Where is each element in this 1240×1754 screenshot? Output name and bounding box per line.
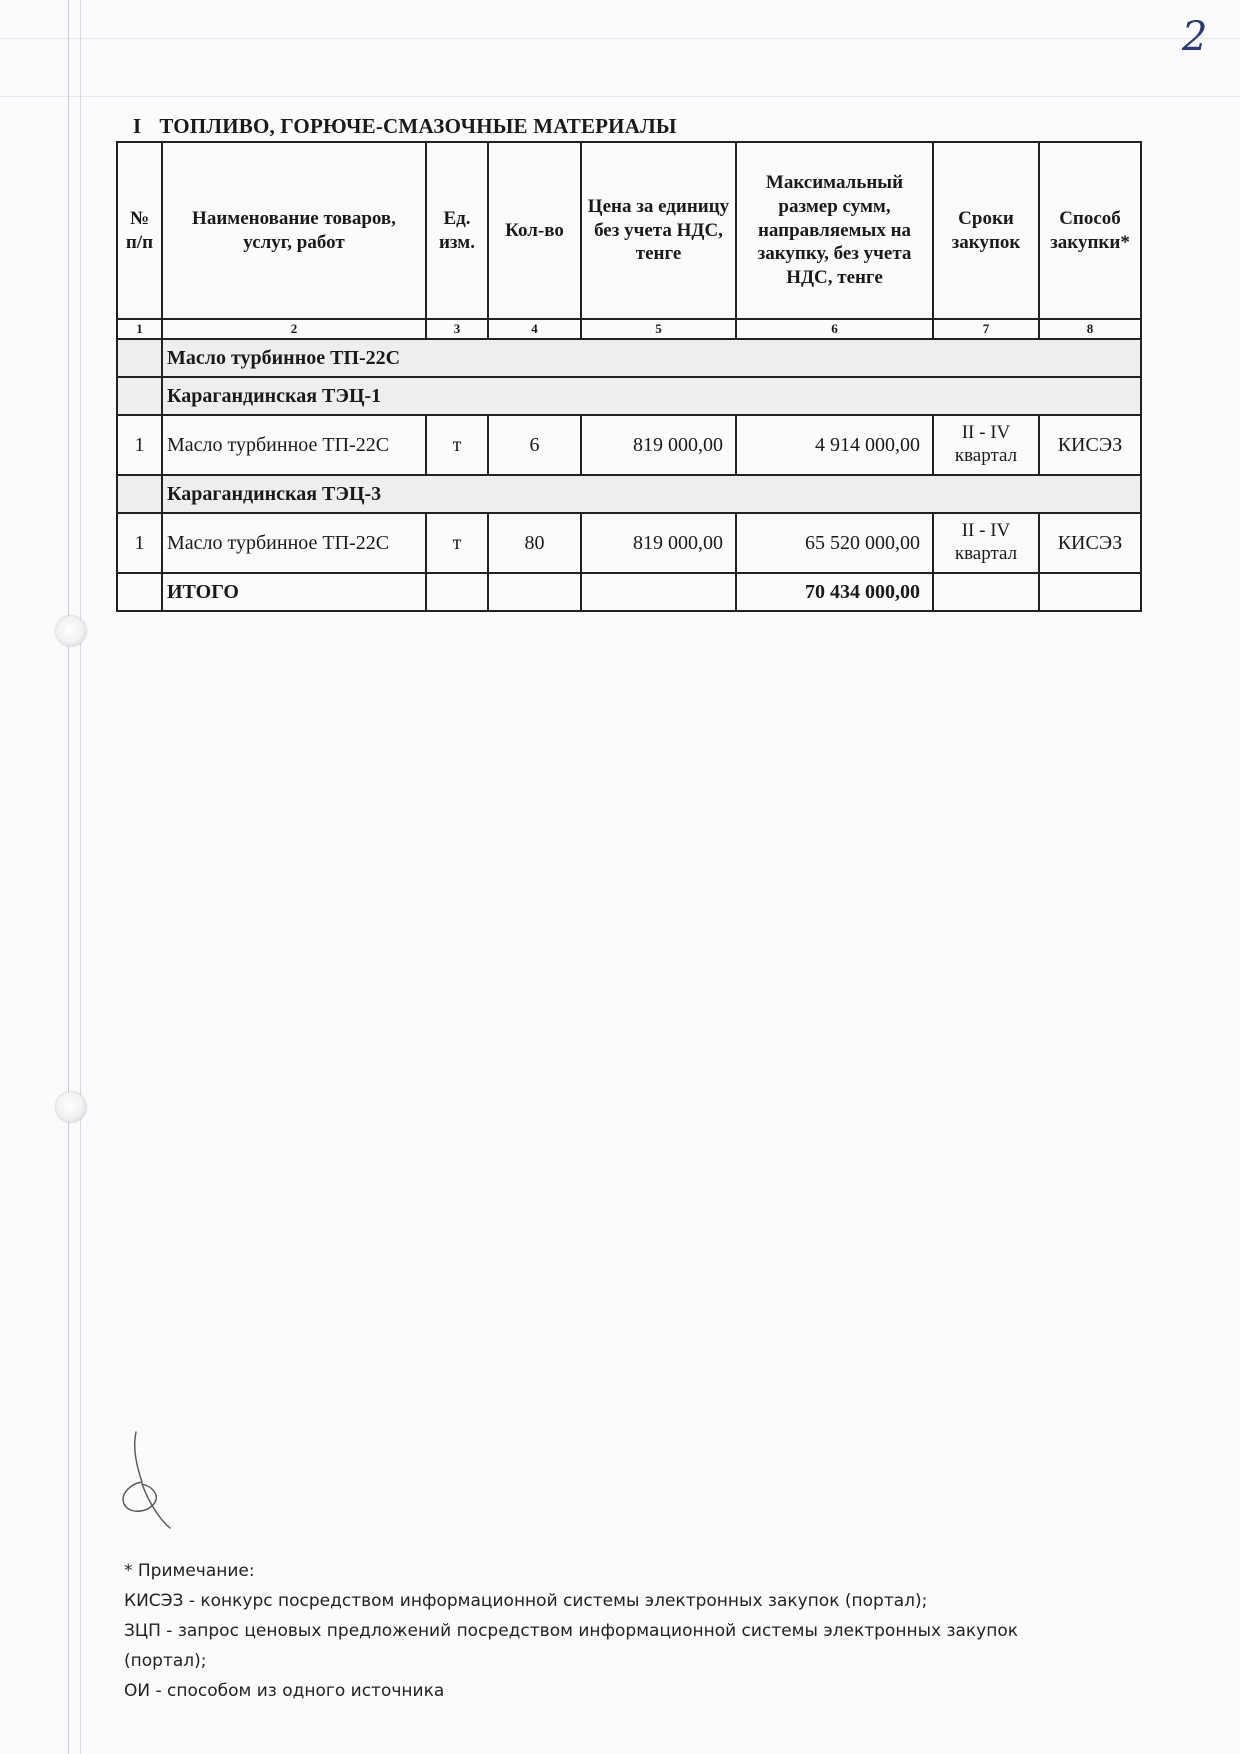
row-number: 1 bbox=[117, 513, 162, 573]
paper-margin-line-secondary bbox=[80, 0, 81, 1754]
punch-hole-top bbox=[56, 616, 86, 646]
group-row-tec1 bbox=[117, 377, 1141, 415]
header-unit: Ед. изм. bbox=[426, 142, 488, 319]
row-number: 1 bbox=[117, 415, 162, 475]
column-number: 1 bbox=[117, 319, 162, 339]
column-number: 6 bbox=[736, 319, 933, 339]
table-header-row bbox=[117, 142, 1141, 319]
group-row-product bbox=[117, 339, 1141, 377]
row-method: КИСЭЗ bbox=[1039, 513, 1141, 573]
row-quantity: 80 bbox=[488, 513, 581, 573]
section-roman-numeral: I bbox=[133, 114, 142, 138]
row-period-unit: квартал bbox=[954, 445, 1018, 466]
total-empty-cell bbox=[117, 573, 162, 611]
column-number: 2 bbox=[162, 319, 426, 339]
note-line: (портал); bbox=[124, 1651, 207, 1671]
header-period: Сроки закупок bbox=[933, 142, 1039, 319]
row-quantity: 6 bbox=[488, 415, 581, 475]
header-max-sum: Максимальный размер сумм, направляемых на закупку, без учета НДС, тенге bbox=[736, 142, 933, 319]
row-period-unit: квартал bbox=[954, 543, 1018, 564]
row-period bbox=[933, 513, 1039, 573]
row-period-range: II - IV bbox=[961, 422, 1011, 444]
handwritten-signature bbox=[112, 1430, 182, 1530]
column-number-row bbox=[117, 319, 1141, 339]
table-row bbox=[117, 513, 1141, 573]
column-number: 7 bbox=[933, 319, 1039, 339]
note-line: ОИ - способом из одного источника bbox=[124, 1681, 445, 1701]
section-title bbox=[133, 114, 677, 139]
header-name: Наименование товаров, услуг, работ bbox=[162, 142, 426, 319]
row-period bbox=[933, 415, 1039, 475]
row-sum: 4 914 000,00 bbox=[736, 415, 933, 475]
handwritten-page-number: 2 bbox=[1182, 14, 1208, 60]
column-number: 5 bbox=[581, 319, 736, 339]
row-sum: 65 520 000,00 bbox=[736, 513, 933, 573]
section-title-text: ТОПЛИВО, ГОРЮЧЕ-СМАЗОЧНЫЕ МАТЕРИАЛЫ bbox=[159, 114, 677, 138]
column-number: 3 bbox=[426, 319, 488, 339]
note-line: ЗЦП - запрос ценовых предложений посредством информационной системы электронных закупок bbox=[124, 1621, 1019, 1641]
total-sum: 70 434 000,00 bbox=[736, 573, 933, 611]
total-empty-cell bbox=[933, 573, 1039, 611]
row-price: 819 000,00 bbox=[581, 415, 736, 475]
group-tec3-label: Карагандинская ТЭЦ-3 bbox=[162, 475, 1141, 513]
group-tec1-label: Карагандинская ТЭЦ-1 bbox=[162, 377, 1141, 415]
column-number: 4 bbox=[488, 319, 581, 339]
group-empty-cell bbox=[117, 377, 162, 415]
total-row bbox=[117, 573, 1141, 611]
row-unit: т bbox=[426, 513, 488, 573]
header-price: Цена за единицу без учета НДС, тенге bbox=[581, 142, 736, 319]
note-heading: * Примечание: bbox=[124, 1561, 255, 1581]
row-unit: т bbox=[426, 415, 488, 475]
row-name: Масло турбинное ТП-22С bbox=[162, 415, 426, 475]
row-method: КИСЭЗ bbox=[1039, 415, 1141, 475]
footnotes bbox=[124, 1556, 1124, 1706]
group-row-tec3 bbox=[117, 475, 1141, 513]
note-line: КИСЭЗ - конкурс посредством информационной системы электронных закупок (портал); bbox=[124, 1591, 928, 1611]
row-price: 819 000,00 bbox=[581, 513, 736, 573]
total-label: ИТОГО bbox=[162, 573, 426, 611]
paper-margin-line bbox=[68, 0, 69, 1754]
table-row bbox=[117, 415, 1141, 475]
row-period-range: II - IV bbox=[961, 520, 1011, 542]
group-empty-cell bbox=[117, 475, 162, 513]
total-empty-cell bbox=[581, 573, 736, 611]
total-empty-cell bbox=[1039, 573, 1141, 611]
header-method: Способ закупки* bbox=[1039, 142, 1141, 319]
header-quantity: Кол-во bbox=[488, 142, 581, 319]
group-product-label: Масло турбинное ТП-22С bbox=[162, 339, 1141, 377]
punch-hole-bottom bbox=[56, 1092, 86, 1122]
total-empty-cell bbox=[426, 573, 488, 611]
total-empty-cell bbox=[488, 573, 581, 611]
procurement-table bbox=[116, 141, 1142, 612]
row-name: Масло турбинное ТП-22С bbox=[162, 513, 426, 573]
header-number: № п/п bbox=[117, 142, 162, 319]
column-number: 8 bbox=[1039, 319, 1141, 339]
group-empty-cell bbox=[117, 339, 162, 377]
